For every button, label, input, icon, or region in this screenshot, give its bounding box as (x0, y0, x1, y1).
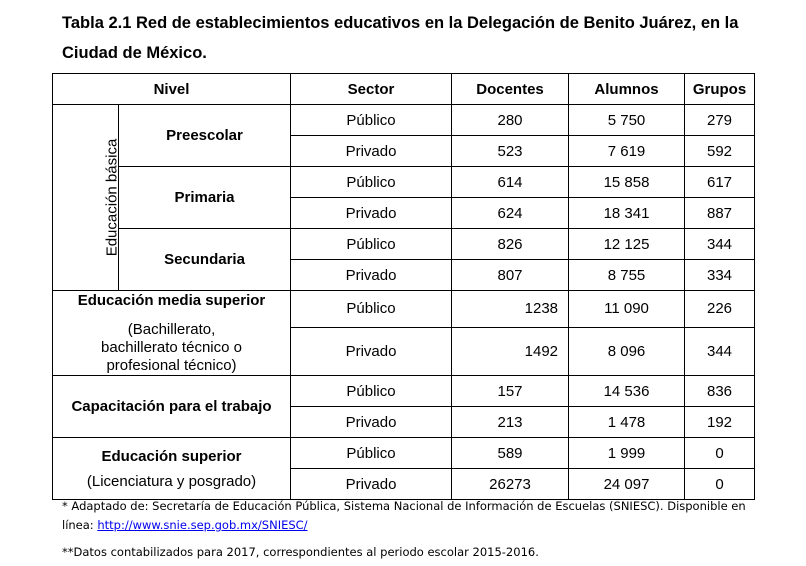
preescolar-label: Preescolar (119, 105, 291, 167)
docentes-cell: 280 (452, 105, 569, 136)
sector-cell: Privado (291, 469, 452, 500)
source-link[interactable]: http://www.snie.sep.gob.mx/SNIESC/ (97, 518, 308, 532)
sector-cell: Público (291, 376, 452, 407)
alumnos-cell: 24 097 (569, 469, 685, 500)
primaria-label: Primaria (119, 167, 291, 229)
grupos-cell: 279 (685, 105, 755, 136)
grupos-cell: 617 (685, 167, 755, 198)
table-title: Tabla 2.1 Red de establecimientos educativos en la Delegación de Benito Juárez, en la Ciudad de México. (62, 14, 739, 62)
sector-cell: Privado (291, 260, 452, 291)
alumnos-cell: 11 090 (569, 291, 685, 328)
alumnos-cell: 1 999 (569, 438, 685, 469)
sector-cell: Privado (291, 407, 452, 438)
data-table (52, 73, 755, 500)
secundaria-label: Secundaria (119, 229, 291, 291)
table-row (53, 105, 755, 136)
header-nivel: Nivel (53, 74, 291, 105)
table-row (53, 167, 755, 198)
basica-label: Educación básica (103, 138, 121, 257)
grupos-cell: 344 (685, 229, 755, 260)
footnote-source-text: * Adaptado de: Secretaría de Educación Pública, Sistema Nacional de Información de Escuelas (SNIESC). Disponible en línea: (62, 499, 746, 532)
docentes-cell: 213 (452, 407, 569, 438)
grupos-cell: 344 (685, 327, 755, 375)
sector-cell: Privado (291, 327, 452, 375)
sector-cell: Público (291, 438, 452, 469)
docentes-cell: 826 (452, 229, 569, 260)
grupos-cell: 0 (685, 438, 755, 469)
alumnos-cell: 12 125 (569, 229, 685, 260)
alumnos-cell: 15 858 (569, 167, 685, 198)
media-superior-cell (53, 291, 291, 376)
header-alumnos: Alumnos (569, 74, 685, 105)
grupos-cell: 192 (685, 407, 755, 438)
docentes-cell: 624 (452, 198, 569, 229)
alumnos-cell: 5 750 (569, 105, 685, 136)
docentes-cell: 589 (452, 438, 569, 469)
docentes-cell: 523 (452, 136, 569, 167)
capacitacion-label: Capacitación para el trabajo (53, 376, 291, 438)
grupos-cell: 334 (685, 260, 755, 291)
basica-cell (53, 105, 119, 291)
header-row (53, 74, 755, 105)
docentes-cell: 1492 (452, 327, 569, 375)
media-superior-label: Educación media superior (77, 292, 266, 309)
sector-cell: Privado (291, 198, 452, 229)
header-grupos: Grupos (685, 74, 755, 105)
table-row (53, 229, 755, 260)
docentes-cell: 614 (452, 167, 569, 198)
footnote-data: **Datos contabilizados para 2017, correspondientes al periodo escolar 2015-2016. (62, 545, 539, 559)
sector-cell: Privado (291, 136, 452, 167)
docentes-cell: 157 (452, 376, 569, 407)
superior-sublabel: (Licenciatura y posgrado) (86, 472, 257, 490)
alumnos-cell: 14 536 (569, 376, 685, 407)
sector-cell: Público (291, 105, 452, 136)
footnote-source (62, 497, 762, 535)
media-superior-sublabel: (Bachillerato, bachillerato técnico o profesional técnico) (101, 321, 242, 374)
grupos-cell: 887 (685, 198, 755, 229)
grupos-cell: 0 (685, 469, 755, 500)
superior-label: Educación superior (101, 447, 242, 465)
grupos-cell: 592 (685, 136, 755, 167)
header-docentes: Docentes (452, 74, 569, 105)
alumnos-cell: 1 478 (569, 407, 685, 438)
table-row (53, 291, 755, 328)
table-row (53, 376, 755, 407)
docentes-cell: 807 (452, 260, 569, 291)
alumnos-cell: 8 755 (569, 260, 685, 291)
grupos-cell: 836 (685, 376, 755, 407)
docentes-cell: 1238 (452, 291, 569, 328)
alumnos-cell: 7 619 (569, 136, 685, 167)
table-row (53, 438, 755, 469)
sector-cell: Público (291, 291, 452, 328)
alumnos-cell: 8 096 (569, 327, 685, 375)
alumnos-cell: 18 341 (569, 198, 685, 229)
header-sector: Sector (291, 74, 452, 105)
grupos-cell: 226 (685, 291, 755, 328)
docentes-cell: 26273 (452, 469, 569, 500)
sector-cell: Público (291, 167, 452, 198)
superior-cell (53, 438, 291, 500)
sector-cell: Público (291, 229, 452, 260)
